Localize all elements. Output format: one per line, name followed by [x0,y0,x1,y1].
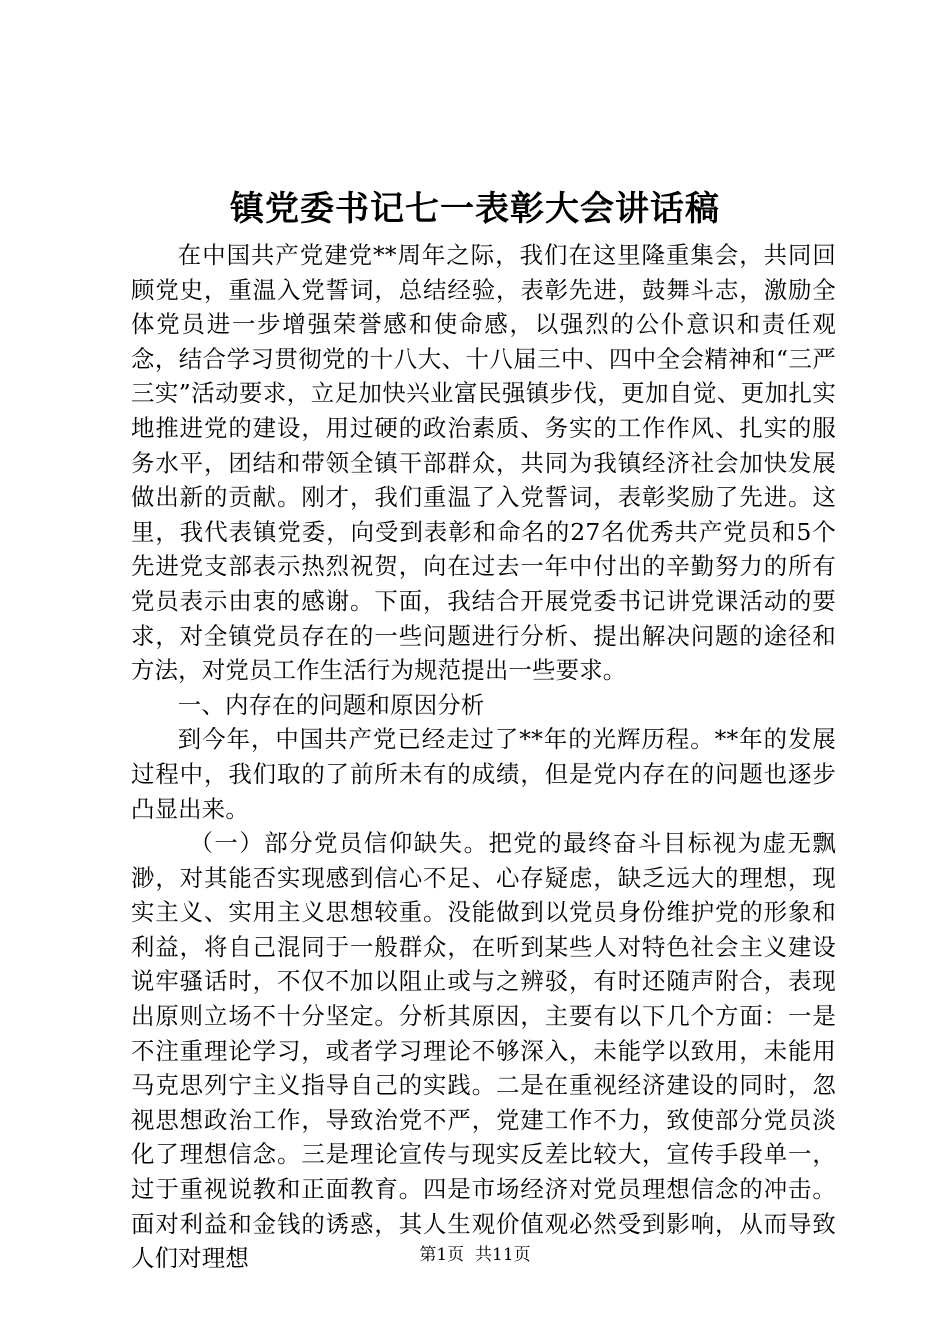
intro-paragraph: 在中国共产党建党**周年之际，我们在这里隆重集会，共同回顾党史，重温入党誓词，总结经验，表彰先进，鼓舞斗志，激励全体党员进一步增强荣誉感和使命感，以强烈的公仆意识和责任观念，结合学习贯彻党的十八大、十八届三中、四中全会精神和“三严三实”活动要求，立足加快兴业富民强镇步伐，更加自觉、更加扎实地推进党的建设，用过硬的政治素质、务实的工作作风、扎实的服务水平，团结和带领全镇干部群众，共同为我镇经济社会加快发展做出新的贡献。刚才，我们重温了入党誓词，表彰奖励了先进。这里，我代表镇党委，向受到表彰和命名的27名优秀共产党员和5个先进党支部表示热烈祝贺，向在过去一年中付出的辛勤努力的所有党员表示由衷的感谢。下面，我结合开展党委书记讲党课活动的要求，对全镇党员存在的一些问题进行分析、提出解决问题的途径和方法，对党员工作生活行为规范提出一些要求。 [131,241,836,685]
page-number: 第1页 [419,1245,465,1265]
section-paragraph: 到今年，中国共产党已经走过了**年的光辉历程。**年的发展过程中，我们取的了前所未有的成绩，但是党内存在的问题也逐步凸显出来。 [131,725,836,823]
document-title: 镇党委书记七一表彰大会讲话稿 [230,189,720,229]
section-heading: 一、内存在的问题和原因分析 [177,690,485,719]
document-body [131,238,836,1276]
subsection-paragraph: （一）部分党员信仰缺失。把党的最终奋斗目标视为虚无飘渺，对其能否实现感到信心不足、心存疑虑，缺乏远大的理想，现实主义、实用主义思想较重。没能做到以党员身份维护党的形象和利益，将自己混同于一般群众，在听到某些人对特色社会主义建设说牢骚话时，不仅不加以阻止或与之辨驳，有时还随声附合，表现出原则立场不十分坚定。分析其原因，主要有以下几个方面：一是不注重理论学习，或者学习理论不够深入，未能学以致用，未能用马克思列宁主义指导自己的实践。二是在重视经济建设的同时，忽视思想政治工作，导致治党不严，党建工作不力，致使部分党员淡化了理想信念。三是理论宣传与现实反差比较大，宣传手段单一，过于重视说教和正面教育。四是市场经济对党员理想信念的冲击。面对利益和金钱的诱惑，其人生观价值观必然受到影响，从而导致人们对理想 [131,829,836,1273]
page-total: 共11页 [475,1245,531,1265]
page-footer [0,1243,950,1267]
